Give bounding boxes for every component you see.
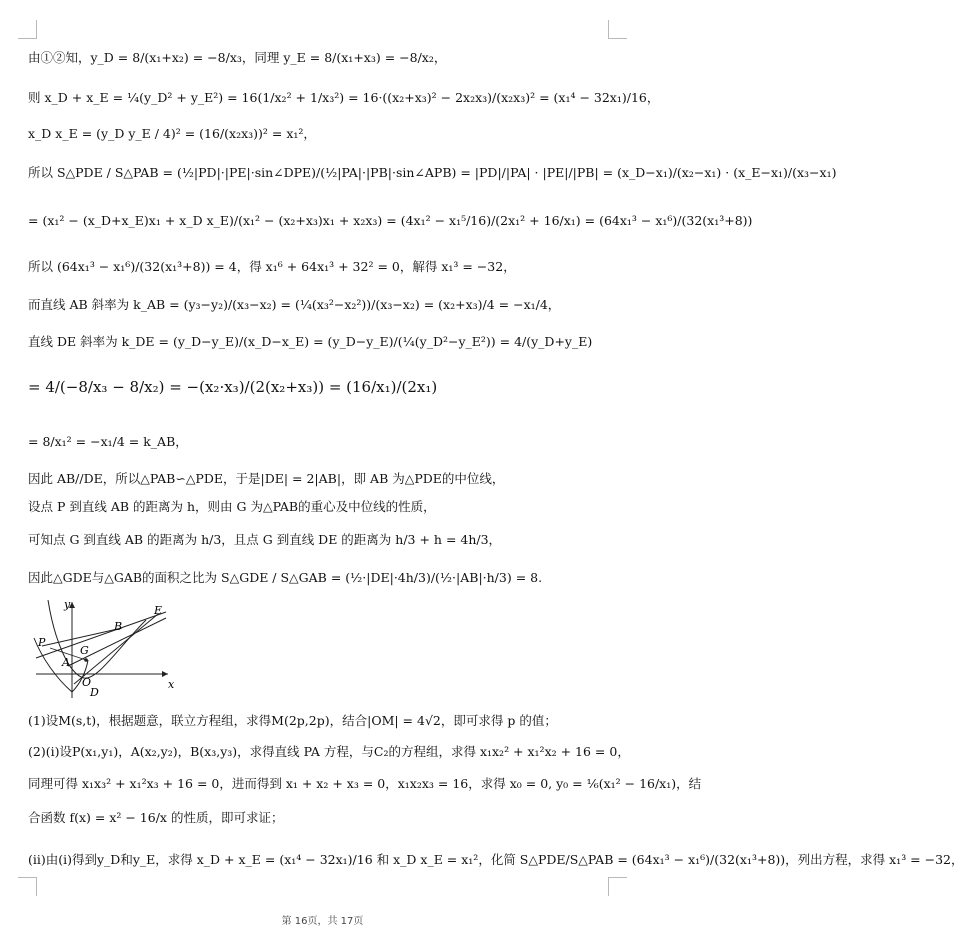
page-footer: 第 16页，共 17页 <box>281 916 364 927</box>
parabola-figure <box>28 598 176 702</box>
text-line-12: 设点 P 到直线 AB 的距离为 h，则由 G 为△PAB的重心及中位线的性质， <box>28 499 436 514</box>
text-line-14: 因此△GDE与△GAB的面积之比为 S△GDE / S△GAB = (½·|DE|·4h/3)/(½·|AB|·h/3) = 8. <box>28 570 543 585</box>
text-line-11: 因此 AB//DE，所以△PAB∽△PDE，于是|DE| = 2|AB|，即 AB 为△PDE的中位线， <box>28 471 505 486</box>
text-line-2: 则 x_D + x_E = ¼(y_D² + y_E²) = 16(1/x₂² + 1/x₃²) = 16·((x₂+x₃)² − 2x₂x₃)/(x₂x₃)² = (x₁⁴ − 32x₁)/16， <box>28 90 660 105</box>
text-line-7: 而直线 AB 斜率为 k_AB = (y₃−y₂)/(x₃−x₂) = (¼(x₃²−x₂²))/(x₃−x₂) = (x₂+x₃)/4 = −x₁/4， <box>28 297 561 312</box>
corner-mark <box>18 877 37 896</box>
text-line-5: = (x₁² − (x_D+x_E)x₁ + x_D x_E)/(x₁² − (x₂+x₃)x₁ + x₂x₃) = (4x₁² − x₁⁵/16)/(2x₁² + 16/x₁) = (64x₁³ − x₁⁶)/(32(x₁³+8)) <box>28 213 753 228</box>
figure-label-y: y <box>64 598 71 611</box>
text-line-3: x_D x_E = (y_D y_E / 4)² = (16/(x₂x₃))² = x₁²， <box>28 126 316 141</box>
text-line-9: = 4/(−8/x₃ − 8/x₂) = −(x₂·x₃)/(2(x₂+x₃)) = (16/x₁)/(2x₁) <box>28 378 438 396</box>
figure-label-G: G <box>80 644 89 657</box>
text-line-10: = 8/x₁² = −x₁/4 = k_AB， <box>28 434 188 449</box>
figure-label-B: B <box>114 620 123 633</box>
text-line-18: 合函数 f(x) = x² − 16/x 的性质，即可求证； <box>28 810 284 825</box>
text-line-16: (2)(ⅰ)设P(x₁,y₁)，A(x₂,y₂)，B(x₃,y₃)，求得直线 PA 方程，与C₂的方程组，求得 x₁x₂² + x₁²x₂ + 16 = 0， <box>28 744 630 759</box>
text-line-4: 所以 S△PDE / S△PAB = (½|PD|·|PE|·sin∠DPE)/(½|PA|·|PB|·sin∠APB) = |PD|/|PA| · |PE|/|PB| = (x_D−x₁)/(x₂−x₁) · (x_E−x₁)/(x₃−x₁) <box>28 165 837 180</box>
text-line-17: 同理可得 x₁x₃² + x₁²x₃ + 16 = 0，进而得到 x₁ + x₂ + x₃ = 0，x₁x₂x₃ = 16，求得 x₀ = 0, y₀ = ⅙(x₁² − 16/x₁)，结 <box>28 776 702 791</box>
corner-mark <box>18 20 37 39</box>
figure-label-D: D <box>90 686 99 699</box>
figure-label-E: E <box>154 604 163 617</box>
text-line-15: (1)设M(s,t)，根据题意，联立方程组，求得M(2p,2p)，结合|OM| = 4√2，即可求得 p 的值； <box>28 713 557 728</box>
corner-mark <box>608 877 627 896</box>
figure-label-P: P <box>38 636 46 649</box>
corner-mark <box>608 20 627 39</box>
figure-label-x: x <box>168 678 175 691</box>
text-line-1: 由①②知，y_D = 8/(x₁+x₂) = −8/x₃，同理 y_E = 8/(x₁+x₃) = −8/x₂， <box>28 50 447 65</box>
figure-label-O: O <box>82 676 92 689</box>
text-line-8: 直线 DE 斜率为 k_DE = (y_D−y_E)/(x_D−x_E) = (y_D−y_E)/(¼(y_D²−y_E²)) = 4/(y_D+y_E) <box>28 334 593 349</box>
text-line-13: 可知点 G 到直线 AB 的距离为 h/3，且点 G 到直线 DE 的距离为 h/3 + h = 4h/3， <box>28 532 502 547</box>
text-line-19: (ⅱ)由(ⅰ)得到y_D和y_E，求得 x_D + x_E = (x₁⁴ − 32x₁)/16 和 x_D x_E = x₁²，化简 S△PDE/S△PAB = (64x₁³ − x₁⁶)/(32(x₁³+8))，列出方程，求得 x₁³ = −32， <box>28 852 964 867</box>
figure-label-A: A <box>62 656 70 669</box>
text-line-6: 所以 (64x₁³ − x₁⁶)/(32(x₁³+8)) = 4，得 x₁⁶ + 64x₁³ + 32² = 0，解得 x₁³ = −32， <box>28 259 516 274</box>
